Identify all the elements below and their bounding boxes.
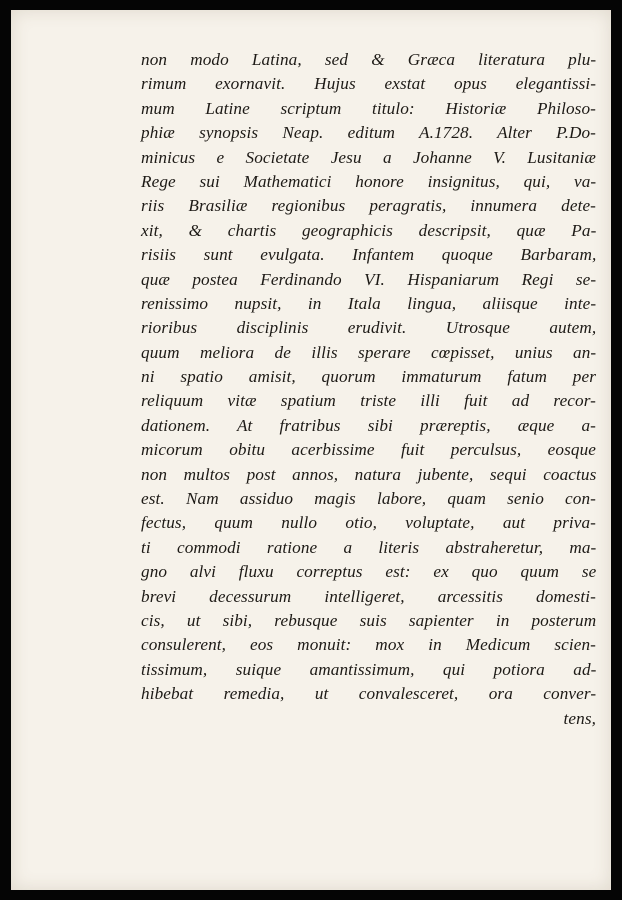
- text-line: brevi decessurum intelligeret, arcessitis domesti-: [141, 586, 596, 606]
- text-line: dationem. At fratribus sibi præreptis, æque a-: [141, 415, 596, 435]
- text-line: renissimo nupsit, in Itala lingua, aliisque inte-: [141, 293, 597, 313]
- text-line: phiæ synopsis Neap. editum A.1728. Alter P.Do-: [141, 123, 596, 143]
- text-line: tissimum, suique amantissimum, qui potiora ad-: [141, 659, 597, 679]
- text-line: Rege sui Mathematici honore insignitus, qui, va-: [141, 171, 597, 191]
- text-line: ni spatio amisit, quorum immaturum fatum per: [141, 367, 596, 387]
- text-line: consulerent, eos monuit: mox in Medicum scien-: [141, 635, 596, 655]
- text-line: rimum exornavit. Hujus exstat opus elegantissi-: [141, 74, 597, 94]
- text-line: reliquum vitæ spatium triste illi fuit ad recor-: [141, 391, 596, 411]
- text-line: ti commodi ratione a literis abstraheretur, ma-: [141, 537, 597, 557]
- body-text: [141, 48, 596, 731]
- book-page: [11, 10, 611, 890]
- text-line: micorum obitu acerbissime fuit perculsus, eosque: [141, 440, 597, 460]
- text-line: rioribus disciplinis erudivit. Utrosque autem,: [141, 318, 597, 338]
- text-line: cis, ut sibi, rebusque suis sapienter in posterum: [141, 610, 597, 630]
- text-line: quum meliora de illis sperare cœpisset, unius an-: [141, 342, 597, 362]
- text-line: hibebat remedia, ut convalesceret, ora conver-: [141, 684, 597, 704]
- text-line: risiis sunt evulgata. Infantem quoque Barbaram,: [141, 245, 597, 265]
- text-line: fectus, quum nullo otio, voluptate, aut priva-: [141, 513, 596, 533]
- text-line: tens,: [563, 708, 596, 728]
- text-line: xit, & chartis geographicis descripsit, quæ Pa-: [141, 220, 597, 240]
- text-line: mum Latine scriptum titulo: Historiæ Philoso-: [141, 98, 596, 118]
- text-line: gno alvi fluxu correptus est: ex quo quum se: [141, 562, 597, 582]
- text-line: non multos post annos, natura jubente, sequi coactus: [141, 464, 597, 484]
- text-line: non modo Latina, sed & Græca literatura plu-: [141, 50, 597, 69]
- text-line: minicus e Societate Jesu a Johanne V. Lusitaniæ: [141, 147, 596, 167]
- text-line: riis Brasiliæ regionibus peragratis, innumera dete-: [141, 196, 596, 216]
- text-line: est. Nam assiduo magis labore, quam senio con-: [141, 489, 596, 509]
- text-line: quæ postea Ferdinando VI. Hispaniarum Regi se-: [141, 269, 597, 289]
